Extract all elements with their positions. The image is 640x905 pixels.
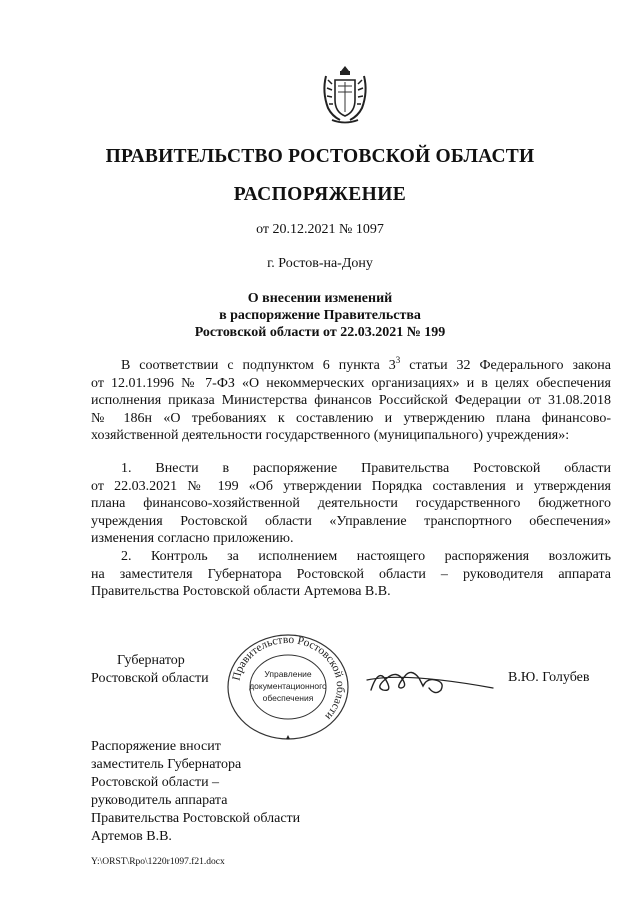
introduced-by-line: руководитель аппарата	[91, 793, 228, 808]
paragraph-line: Правительства Ростовской области Артемова В.В.	[91, 584, 391, 599]
paragraph-line: 2. Контроль за исполнением настоящего распоряжения возложить	[121, 549, 611, 564]
introduced-by-line: Правительства Ростовской области	[91, 811, 301, 826]
subject-line: Ростовской области от 22.03.2021 № 199	[194, 325, 446, 340]
paragraph-line: от 12.01.1996 № 7-ФЗ «О некоммерческих организациях» и в целях обеспечения	[91, 375, 611, 391]
paragraph-line: хозяйственной деятельности государственного (муниципального) учреждения»:	[91, 428, 570, 443]
signatory-role	[91, 652, 209, 688]
superscript: 3	[395, 355, 401, 365]
stamp-inner-line: документационного	[249, 681, 327, 691]
introduced-by-block	[91, 738, 300, 846]
stamp-inner-line: Управление	[264, 669, 312, 679]
official-stamp	[223, 632, 353, 742]
introduced-by-line: Артемов В.В.	[91, 829, 172, 844]
signatory-name: В.Ю. Голубев	[508, 670, 590, 685]
document-date-number: от 20.12.2021 № 1097	[256, 222, 384, 237]
stamp-ring-text: Правительство Ростовской области	[230, 633, 347, 723]
introduced-by-line: заместитель Губернатора	[91, 757, 242, 772]
stamp-inner-line: обеспечения	[262, 693, 314, 703]
paragraph-line: от 22.03.2021 № 199 «Об утверждении Порядка составления и утверждения	[91, 478, 611, 494]
signatory-role-line: Губернатор	[117, 653, 185, 668]
paragraph-line: изменения согласно приложению.	[91, 531, 294, 546]
signatory-role-line: Ростовской области	[91, 671, 209, 686]
introduced-by-line: Распоряжение вносит	[91, 739, 221, 754]
item-2-paragraph	[91, 548, 611, 601]
document-subject	[0, 290, 640, 341]
paragraph-line: № 186н «О требованиях к составлению и утверждению плана финансово-	[91, 410, 611, 426]
item-1-paragraph	[91, 460, 611, 548]
handwritten-signature	[365, 660, 495, 700]
paragraph-line: исполнения приказа Министерства финансов Российской Федерации от 31.08.2018	[91, 393, 611, 408]
paragraph-line: на заместителя Губернатора Ростовской области – руководителя аппарата	[91, 566, 611, 582]
subject-line: в распоряжение Правительства	[219, 308, 421, 323]
preamble-paragraph	[91, 352, 611, 445]
paragraph-line: В соответствии с подпунктом 6 пункта $3^3$ статьи 32 Федерального закона	[121, 355, 611, 373]
document-city: г. Ростов-на-Дону	[267, 256, 373, 271]
paragraph-line: плана финансово-хозяйственной деятельности государственного бюджетного	[91, 496, 611, 511]
paragraph-line: 1. Внести в распоряжение Правительства Ростовской области	[121, 461, 611, 476]
rostov-oblast-coat-of-arms-icon	[318, 62, 372, 126]
subject-line: О внесении изменений	[247, 291, 393, 306]
document-type: РАСПОРЯЖЕНИЕ	[233, 184, 407, 205]
file-path-footer: Y:\ORST\Rpo\1220r1097.f21.docx	[91, 857, 225, 867]
introduced-by-line: Ростовской области –	[91, 775, 220, 790]
government-title: ПРАВИТЕЛЬСТВО РОСТОВСКОЙ ОБЛАСТИ	[105, 146, 535, 167]
paragraph-line: учреждения Ростовской области «Управление транспортного обеспечения»	[91, 513, 611, 529]
